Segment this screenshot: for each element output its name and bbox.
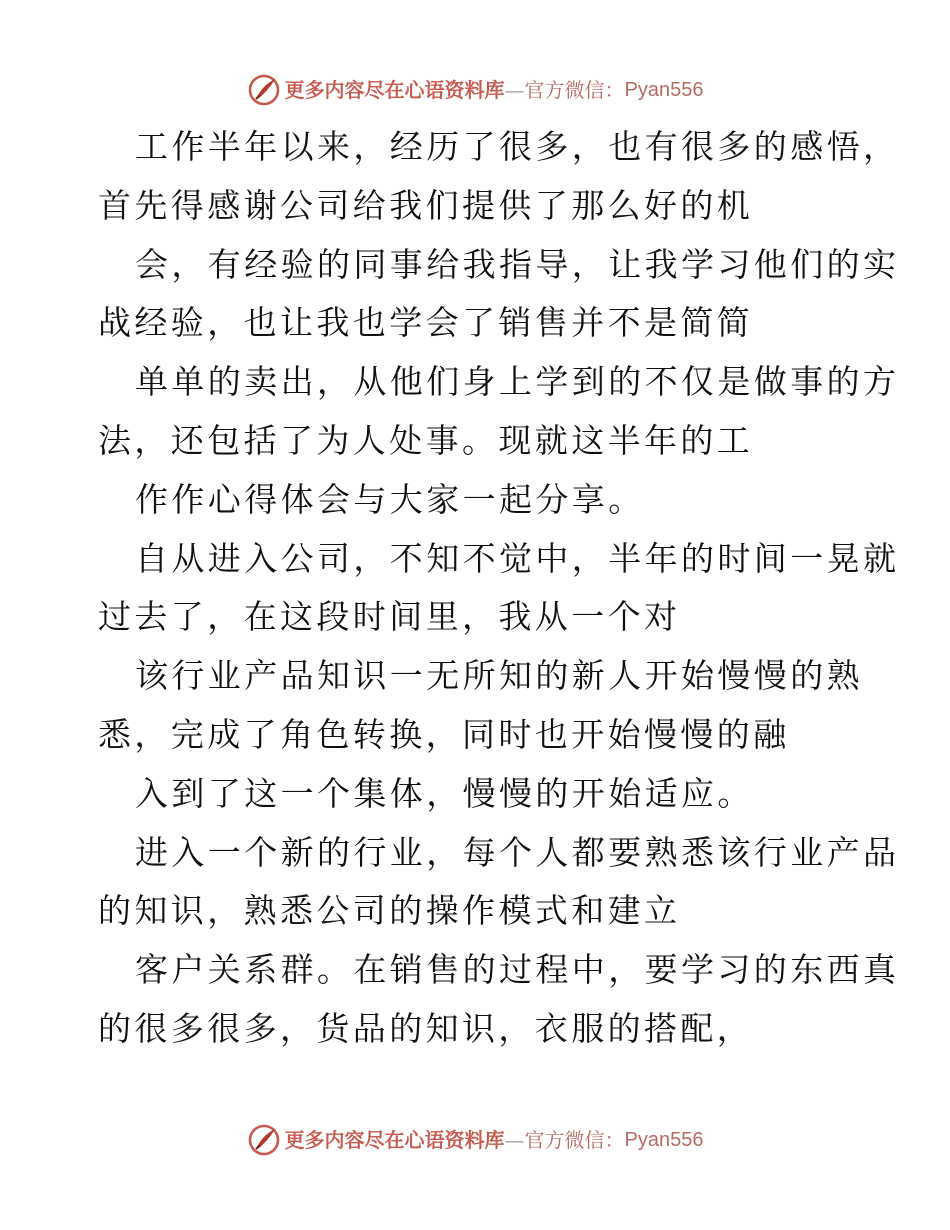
banner-wechat-label: 官方微信： <box>524 1128 625 1152</box>
quill-logo-icon <box>247 73 281 107</box>
text-line: 该行业产品知识一无所知的新人开始慢慢的熟 <box>135 656 863 696</box>
text-line: 会，有经验的同事给我指导，让我学习他们的实 <box>135 244 900 284</box>
banner-title: 更多内容尽在心语资料库 <box>284 1128 505 1152</box>
text-line: 的知识，熟悉公司的操作模式和建立 <box>98 891 681 931</box>
text-line: 悉，完成了角色转换，同时也开始慢慢的融 <box>98 714 790 754</box>
text-line: 入到了这一个集体，慢慢的开始适应。 <box>135 773 754 813</box>
quill-logo-icon <box>247 1123 281 1157</box>
footer-banner <box>0 1120 950 1160</box>
text-line: 法，还包括了为人处事。现就这半年的工 <box>98 420 754 460</box>
text-line: 首先得感谢公司给我们提供了那么好的机 <box>98 185 754 225</box>
text-line: 单单的卖出，从他们身上学到的不仅是做事的方 <box>135 362 900 402</box>
banner-dash: — <box>504 1128 525 1152</box>
text-line: 的很多很多，货品的知识，衣服的搭配， <box>98 1008 754 1048</box>
banner-dash: — <box>504 78 525 102</box>
text-line: 客户关系群。在销售的过程中，要学习的东西真 <box>135 950 900 990</box>
text-line: 进入一个新的行业，每个人都要熟悉该行业产品 <box>135 832 900 872</box>
banner-wechat-id: Pyan556 <box>624 79 704 101</box>
banner-title: 更多内容尽在心语资料库 <box>284 78 505 102</box>
banner-wechat-label: 官方微信： <box>524 78 625 102</box>
header-banner <box>0 70 950 110</box>
banner-wechat-id: Pyan556 <box>624 1129 704 1151</box>
text-line: 自从进入公司，不知不觉中，半年的时间一晃就 <box>135 538 900 578</box>
text-line: 作作心得体会与大家一起分享。 <box>135 479 645 519</box>
text-line: 战经验，也让我也学会了销售并不是简简 <box>98 303 754 343</box>
text-line: 过去了，在这段时间里，我从一个对 <box>98 597 681 637</box>
document-body <box>98 118 900 1059</box>
text-line: 工作半年以来，经历了很多，也有很多的感悟， <box>135 127 900 166</box>
